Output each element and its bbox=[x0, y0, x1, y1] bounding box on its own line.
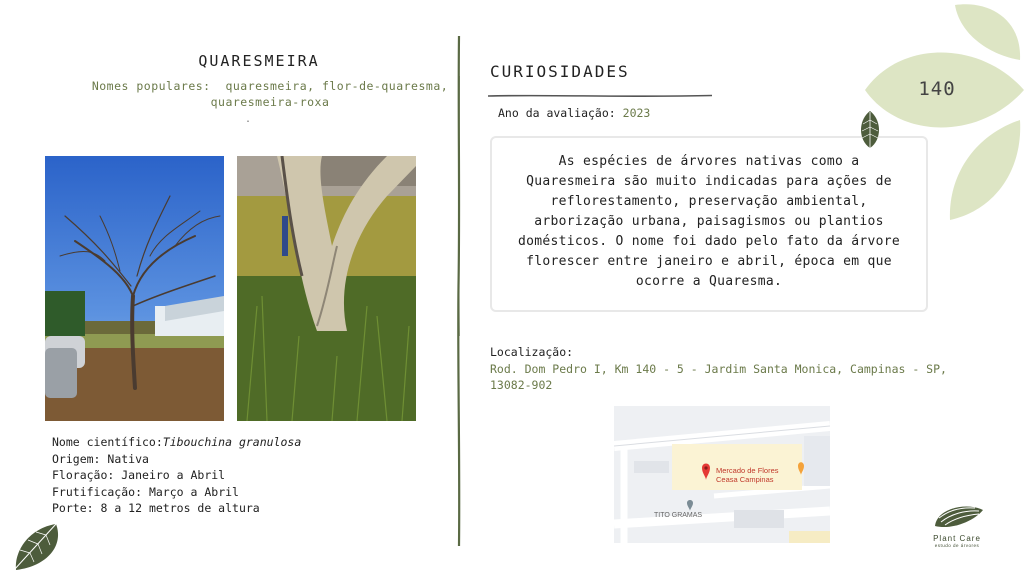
size-value: 8 a 12 metros de altura bbox=[100, 501, 260, 515]
popular-names-value: quaresmeira, flor-de-quaresma, quaresmeira-roxa bbox=[210, 79, 449, 109]
brand-name: Plant Care bbox=[933, 534, 981, 543]
fruiting-label: Frutificação: bbox=[52, 484, 143, 499]
location-label: Localização: bbox=[490, 345, 574, 359]
fruiting-value: Março a Abril bbox=[148, 484, 239, 499]
map-place-line2: Ceasa Campinas bbox=[716, 475, 774, 484]
small-leaf-icon bbox=[858, 110, 882, 152]
tree-photo bbox=[45, 156, 224, 421]
fruiting-row bbox=[52, 484, 301, 501]
scientific-name-row bbox=[52, 434, 301, 451]
flowering-value: Janeiro a Abril bbox=[121, 468, 226, 482]
page-number-badge: 140 bbox=[918, 78, 956, 100]
scientific-name-label: Nome científico: bbox=[52, 435, 163, 449]
trunk-photo bbox=[237, 156, 416, 421]
map-place-label bbox=[716, 466, 779, 484]
size-row bbox=[52, 500, 301, 517]
brand-tagline: estudo de árvores bbox=[934, 543, 980, 548]
flowering-label: Floração: bbox=[52, 468, 115, 482]
origin-row bbox=[52, 451, 301, 468]
origin-label: Origem: bbox=[52, 451, 101, 466]
plant-care-leaf-icon bbox=[927, 500, 987, 530]
size-label: Porte: bbox=[52, 501, 94, 515]
evaluation-year-value: 2023 bbox=[622, 106, 651, 120]
curiosity-text-box: As espécies de árvores nativas como a Quaresmeira são muito indicadas para ações de reflorestamento, preservação ambiental, arborização urbana, paisagismos ou plantios domésticos. O nome foi dado pelo fato da árvore florescer entre janeiro e abril, época em que ocorre a Quaresma. bbox=[490, 136, 928, 312]
decorative-leaves bbox=[860, 0, 1024, 230]
species-title: QUARESMEIRA bbox=[198, 52, 320, 70]
popular-names bbox=[60, 78, 480, 110]
evaluation-year bbox=[498, 106, 650, 120]
location-address: Rod. Dom Pedro I, Km 140 - 5 - Jardim Santa Monica, Campinas - SP, 13082-902 bbox=[490, 362, 947, 392]
column-divider bbox=[455, 36, 463, 546]
curiosities-title: CURIOSIDADES bbox=[490, 62, 630, 81]
map-secondary-label: TITO GRAMAS bbox=[654, 512, 703, 519]
species-facts bbox=[52, 434, 301, 517]
origin-value: Nativa bbox=[107, 451, 149, 466]
plant-care-logo bbox=[922, 500, 992, 556]
separator-dot: . bbox=[245, 114, 252, 125]
evaluation-year-label: Ano da avaliação: bbox=[498, 106, 616, 120]
flowering-row bbox=[52, 467, 301, 484]
curiosities-underline bbox=[488, 84, 712, 90]
popular-names-label: Nomes populares: bbox=[91, 79, 211, 93]
map-place-line1: Mercado de Flores bbox=[716, 466, 779, 475]
bottom-leaf-icon bbox=[8, 520, 64, 572]
location-map[interactable] bbox=[614, 406, 830, 543]
scientific-name-value: Tibouchina granulosa bbox=[162, 435, 302, 449]
